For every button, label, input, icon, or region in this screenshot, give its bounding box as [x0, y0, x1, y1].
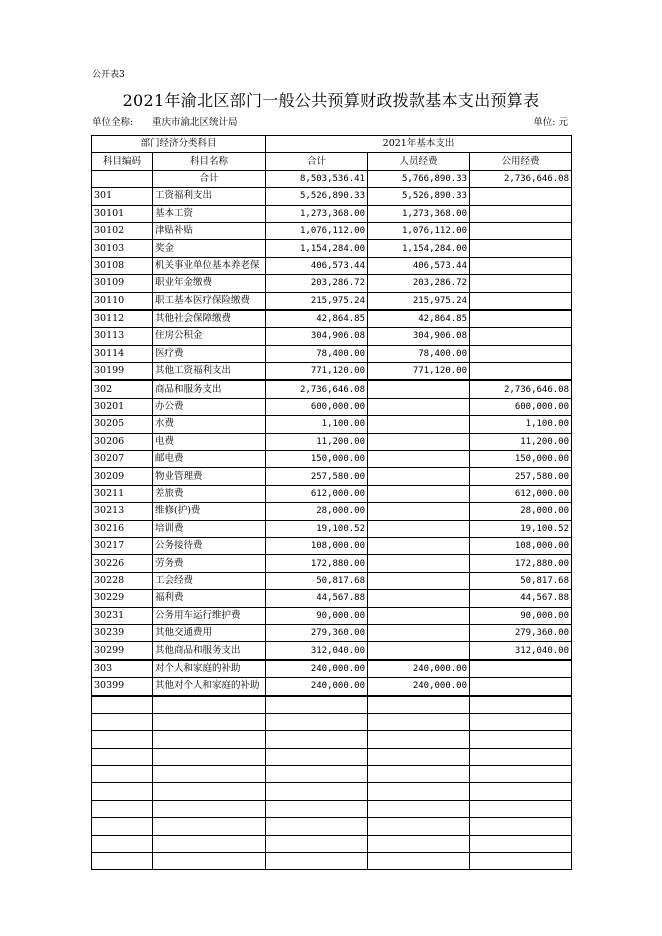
table-row — [92, 257, 572, 274]
table-row — [92, 292, 572, 310]
header-personnel: 人员经费 — [368, 153, 470, 170]
cell-public: 44,567.88 — [470, 590, 572, 607]
cell-total: 1,154,284.00 — [266, 240, 368, 257]
cell-personnel: 406,573.44 — [368, 257, 470, 274]
cell-personnel: 5,526,890.33 — [368, 188, 470, 205]
cell-code: 30114 — [92, 345, 153, 362]
header-group-left: 部门经济分类科目 — [92, 136, 266, 153]
cell-code: 30207 — [92, 451, 153, 468]
cell-name: 机关事业单位基本养老保 — [153, 257, 266, 274]
header-total: 合计 — [266, 153, 368, 170]
cell-name: 其他对个人和家庭的补助 — [153, 678, 266, 696]
cell-personnel — [368, 607, 470, 624]
table-row — [92, 660, 572, 678]
cell-code: 30217 — [92, 537, 153, 554]
cell-public: 90,000.00 — [470, 607, 572, 624]
header-name: 科目名称 — [153, 153, 266, 170]
empty-row — [92, 835, 572, 852]
cell-public — [470, 292, 572, 310]
table-row — [92, 310, 572, 328]
cell-personnel: 1,273,368.00 — [368, 205, 470, 222]
empty-row — [92, 731, 572, 748]
cell-code: 303 — [92, 660, 153, 678]
unit-name: 重庆市渝北区统计局 — [152, 117, 238, 128]
cell-personnel — [368, 555, 470, 572]
empty-row — [92, 800, 572, 817]
table-row — [92, 398, 572, 415]
cell-name: 职工基本医疗保险缴费 — [153, 292, 266, 310]
empty-row — [92, 696, 572, 714]
cell-public: 279,360.00 — [470, 624, 572, 641]
cell-total: 19,100.52 — [266, 520, 368, 537]
table-row — [92, 503, 572, 520]
cell-code: 30205 — [92, 416, 153, 433]
cell-code: 30199 — [92, 363, 153, 381]
table-row — [92, 451, 572, 468]
empty-row — [92, 748, 572, 765]
cell-total: 312,040.00 — [266, 642, 368, 660]
cell-total: 240,000.00 — [266, 678, 368, 696]
cell-name: 职业年金缴费 — [153, 275, 266, 292]
cell-public: 2,736,646.08 — [470, 380, 572, 398]
cell-name: 公务用车运行维护费 — [153, 607, 266, 624]
table-row — [92, 537, 572, 554]
cell-personnel: 215,975.24 — [368, 292, 470, 310]
currency-label: 单位: 元 — [533, 117, 568, 128]
cell-personnel — [368, 520, 470, 537]
cell-public — [470, 275, 572, 292]
cell-total: 1,076,112.00 — [266, 222, 368, 239]
table-row — [92, 222, 572, 239]
total-total: 8,503,536.41 — [266, 170, 368, 187]
cell-name: 培训费 — [153, 520, 266, 537]
cell-personnel — [368, 416, 470, 433]
table-row — [92, 572, 572, 589]
cell-total: 240,000.00 — [266, 660, 368, 678]
cell-public: 19,100.52 — [470, 520, 572, 537]
cell-name: 津贴补贴 — [153, 222, 266, 239]
cell-public — [470, 328, 572, 345]
cell-public: 612,000.00 — [470, 485, 572, 502]
header-code: 科目编码 — [92, 153, 153, 170]
empty-row — [92, 818, 572, 835]
cell-personnel — [368, 468, 470, 485]
cell-code: 30399 — [92, 678, 153, 696]
cell-personnel: 240,000.00 — [368, 660, 470, 678]
cell-name: 基本工资 — [153, 205, 266, 222]
cell-public — [470, 345, 572, 362]
cell-personnel — [368, 433, 470, 450]
cell-code: 30226 — [92, 555, 153, 572]
cell-personnel: 1,076,112.00 — [368, 222, 470, 239]
cell-total: 2,736,646.08 — [266, 380, 368, 398]
cell-code: 30113 — [92, 328, 153, 345]
unit-label: 单位全称: — [92, 117, 134, 128]
cell-personnel: 771,120.00 — [368, 363, 470, 381]
cell-total: 304,906.08 — [266, 328, 368, 345]
cell-name: 医疗费 — [153, 345, 266, 362]
table-row — [92, 520, 572, 537]
cell-code: 30229 — [92, 590, 153, 607]
cell-total: 78,400.00 — [266, 345, 368, 362]
table-row — [92, 275, 572, 292]
cell-code: 30102 — [92, 222, 153, 239]
cell-name: 其他商品和服务支出 — [153, 642, 266, 660]
cell-total: 11,200.00 — [266, 433, 368, 450]
cell-public: 257,580.00 — [470, 468, 572, 485]
cell-public — [470, 205, 572, 222]
cell-total: 5,526,890.33 — [266, 188, 368, 205]
table-row — [92, 468, 572, 485]
total-public: 2,736,646.08 — [470, 170, 572, 187]
total-personnel: 5,766,890.33 — [368, 170, 470, 187]
cell-name: 邮电费 — [153, 451, 266, 468]
cell-public — [470, 310, 572, 328]
cell-name: 奖金 — [153, 240, 266, 257]
cell-public: 28,000.00 — [470, 503, 572, 520]
table-row — [92, 555, 572, 572]
empty-row — [92, 783, 572, 800]
cell-public — [470, 188, 572, 205]
cell-name: 其他社会保障缴费 — [153, 310, 266, 328]
cell-name: 劳务费 — [153, 555, 266, 572]
cell-personnel: 203,286.72 — [368, 275, 470, 292]
cell-total: 1,100.00 — [266, 416, 368, 433]
cell-code: 30216 — [92, 520, 153, 537]
empty-row — [92, 766, 572, 783]
cell-code: 30108 — [92, 257, 153, 274]
cell-public: 1,100.00 — [470, 416, 572, 433]
cell-total: 90,000.00 — [266, 607, 368, 624]
table-body — [92, 188, 572, 870]
cell-personnel — [368, 624, 470, 641]
cell-personnel: 240,000.00 — [368, 678, 470, 696]
table-row — [92, 416, 572, 433]
total-row — [92, 170, 572, 187]
cell-total: 257,580.00 — [266, 468, 368, 485]
table-row — [92, 328, 572, 345]
cell-total: 1,273,368.00 — [266, 205, 368, 222]
table-row — [92, 678, 572, 696]
table-row — [92, 363, 572, 381]
cell-code: 30213 — [92, 503, 153, 520]
cell-code: 30239 — [92, 624, 153, 641]
cell-personnel — [368, 451, 470, 468]
cell-name: 差旅费 — [153, 485, 266, 502]
cell-code: 30109 — [92, 275, 153, 292]
cell-personnel — [368, 572, 470, 589]
cell-public: 11,200.00 — [470, 433, 572, 450]
cell-public: 150,000.00 — [470, 451, 572, 468]
empty-row — [92, 853, 572, 870]
cell-name: 电费 — [153, 433, 266, 450]
cell-name: 福利费 — [153, 590, 266, 607]
header-group-row — [92, 136, 572, 153]
cell-total: 42,864.85 — [266, 310, 368, 328]
cell-public — [470, 240, 572, 257]
cell-code: 30206 — [92, 433, 153, 450]
table-row — [92, 380, 572, 398]
cell-total: 203,286.72 — [266, 275, 368, 292]
cell-code: 30201 — [92, 398, 153, 415]
cell-total: 215,975.24 — [266, 292, 368, 310]
cell-name: 其他交通费用 — [153, 624, 266, 641]
cell-total: 279,360.00 — [266, 624, 368, 641]
header-group-right: 2021年基本支出 — [266, 136, 572, 153]
cell-personnel — [368, 537, 470, 554]
cell-name: 对个人和家庭的补助 — [153, 660, 266, 678]
cell-public: 312,040.00 — [470, 642, 572, 660]
page-title: 2021年渝北区部门一般公共预算财政拨款基本支出预算表 — [122, 91, 540, 110]
cell-public: 50,817.68 — [470, 572, 572, 589]
cell-public — [470, 678, 572, 696]
cell-name: 商品和服务支出 — [153, 380, 266, 398]
table-row — [92, 345, 572, 362]
table-row — [92, 433, 572, 450]
cell-code: 30101 — [92, 205, 153, 222]
cell-name: 维修(护)费 — [153, 503, 266, 520]
table-row — [92, 485, 572, 502]
cell-total: 612,000.00 — [266, 485, 368, 502]
cell-code: 30231 — [92, 607, 153, 624]
cell-code: 301 — [92, 188, 153, 205]
cell-code: 302 — [92, 380, 153, 398]
cell-total: 28,000.00 — [266, 503, 368, 520]
cell-total: 44,567.88 — [266, 590, 368, 607]
table-row — [92, 642, 572, 660]
table-row — [92, 188, 572, 205]
cell-code: 30299 — [92, 642, 153, 660]
cell-name: 其他工资福利支出 — [153, 363, 266, 381]
table-row — [92, 205, 572, 222]
cell-public — [470, 660, 572, 678]
cell-name: 工资福利支出 — [153, 188, 266, 205]
cell-name: 办公费 — [153, 398, 266, 415]
cell-code: 30103 — [92, 240, 153, 257]
cell-name: 住房公积金 — [153, 328, 266, 345]
cell-personnel: 78,400.00 — [368, 345, 470, 362]
cell-code: 30112 — [92, 310, 153, 328]
cell-total: 50,817.68 — [266, 572, 368, 589]
cell-code: 30209 — [92, 468, 153, 485]
cell-code: 30228 — [92, 572, 153, 589]
cell-public: 600,000.00 — [470, 398, 572, 415]
cell-public: 108,000.00 — [470, 537, 572, 554]
budget-table — [91, 135, 572, 870]
cell-personnel: 1,154,284.00 — [368, 240, 470, 257]
table-row — [92, 624, 572, 641]
cell-total: 406,573.44 — [266, 257, 368, 274]
cell-public — [470, 363, 572, 381]
cell-total: 771,120.00 — [266, 363, 368, 381]
table-row — [92, 240, 572, 257]
total-label: 合计 — [153, 170, 266, 187]
cell-code: 30211 — [92, 485, 153, 502]
cell-personnel: 304,906.08 — [368, 328, 470, 345]
cell-personnel — [368, 485, 470, 502]
cell-total: 600,000.00 — [266, 398, 368, 415]
header-column-row — [92, 153, 572, 170]
empty-row — [92, 713, 572, 730]
cell-personnel: 42,864.85 — [368, 310, 470, 328]
header-public: 公用经费 — [470, 153, 572, 170]
table-tag: 公开表3 — [92, 70, 125, 80]
cell-total: 172,880.00 — [266, 555, 368, 572]
cell-personnel — [368, 398, 470, 415]
cell-name: 物业管理费 — [153, 468, 266, 485]
cell-code: 30110 — [92, 292, 153, 310]
cell-public — [470, 222, 572, 239]
table-row — [92, 607, 572, 624]
cell-total: 150,000.00 — [266, 451, 368, 468]
table-row — [92, 590, 572, 607]
cell-public: 172,880.00 — [470, 555, 572, 572]
cell-name: 公务接待费 — [153, 537, 266, 554]
cell-personnel — [368, 503, 470, 520]
cell-personnel — [368, 590, 470, 607]
cell-personnel — [368, 380, 470, 398]
cell-name: 工会经费 — [153, 572, 266, 589]
cell-total: 108,000.00 — [266, 537, 368, 554]
cell-name: 水费 — [153, 416, 266, 433]
cell-personnel — [368, 642, 470, 660]
cell-public — [470, 257, 572, 274]
